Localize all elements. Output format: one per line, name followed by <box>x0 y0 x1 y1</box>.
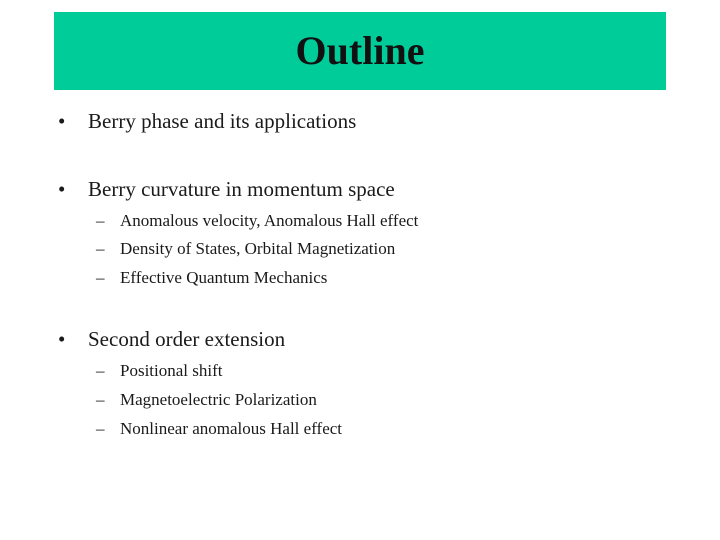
bullet-marker: • <box>58 109 66 133</box>
bullet-marker: • <box>58 327 66 351</box>
sub-item <box>96 390 317 410</box>
sub-item <box>96 361 222 381</box>
bullet-item <box>58 109 356 134</box>
sub-marker: – <box>96 239 105 258</box>
sub-text: Effective Quantum Mechanics <box>120 268 328 287</box>
sub-text: Positional shift <box>120 361 223 380</box>
bullet-text: Second order extension <box>88 327 286 351</box>
sub-marker: – <box>96 361 105 380</box>
sub-marker: – <box>96 390 105 409</box>
bullet-item <box>58 177 395 202</box>
sub-text: Magnetoelectric Polarization <box>120 390 317 409</box>
sub-item <box>96 419 342 439</box>
sub-text: Nonlinear anomalous Hall effect <box>120 419 343 438</box>
sub-text: Density of States, Orbital Magnetization <box>120 239 396 258</box>
sub-item <box>96 211 418 231</box>
slide-title: Outline <box>295 27 425 73</box>
sub-marker: – <box>96 211 105 230</box>
sub-marker: – <box>96 268 105 287</box>
bullet-text: Berry curvature in momentum space <box>88 177 395 201</box>
bullet-item <box>58 327 285 352</box>
bullet-marker: • <box>58 177 66 201</box>
sub-marker: – <box>96 419 105 438</box>
sub-item <box>96 268 327 288</box>
sub-text: Anomalous velocity, Anomalous Hall effect <box>120 211 419 230</box>
sub-item <box>96 239 395 259</box>
bullet-text: Berry phase and its applications <box>88 109 357 133</box>
